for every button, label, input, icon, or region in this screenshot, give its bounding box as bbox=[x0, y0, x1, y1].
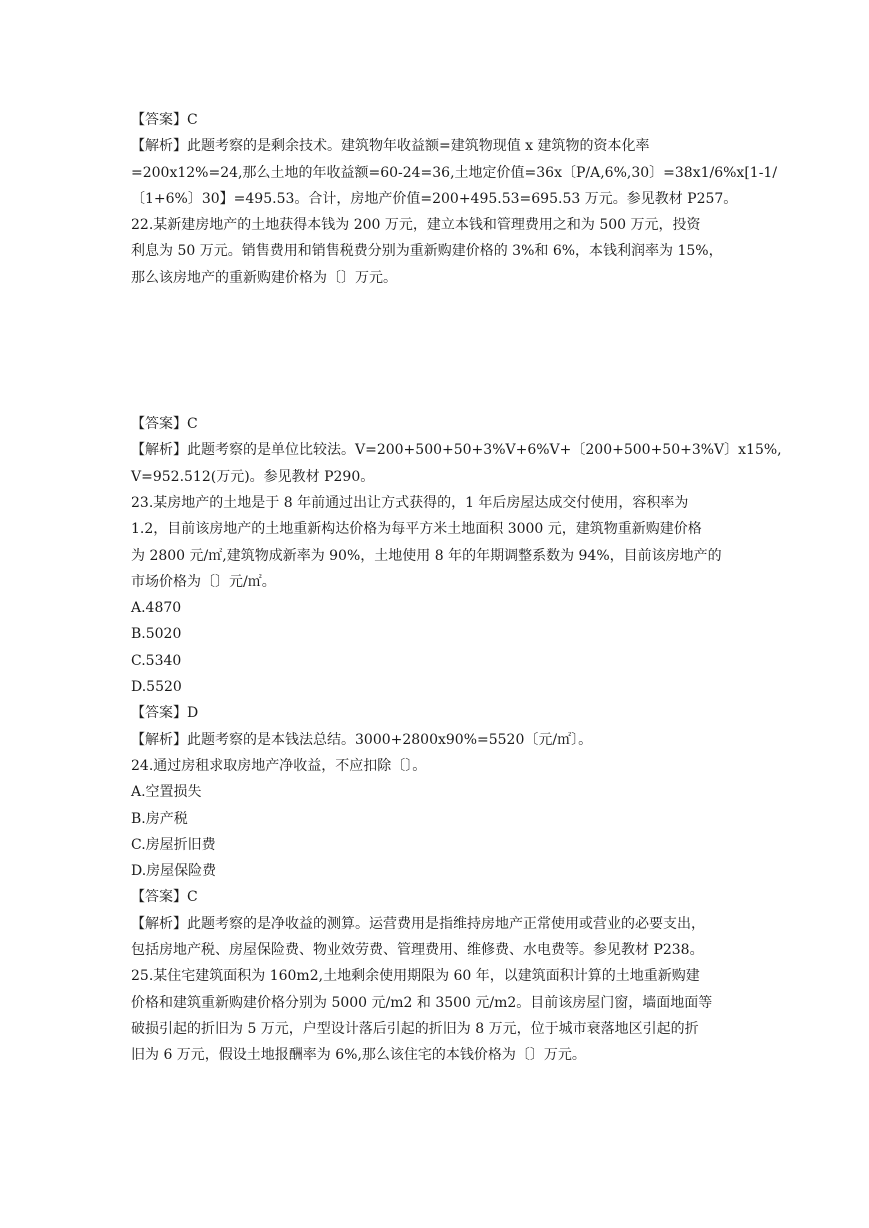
answer-line: 【答案】C bbox=[131, 416, 198, 433]
text-block-1 bbox=[131, 107, 778, 291]
question-line: 24.通过房租求取房地产净收益，不应扣除〔〕。 bbox=[131, 757, 427, 774]
question-line: 价格和建筑重新购建价格分别为 5000 元/m2 和 3500 元/m2。目前该房屋门窗，墙面地面等 bbox=[131, 994, 713, 1011]
option-line: D.房屋保险费 bbox=[131, 863, 217, 880]
question-line: 23.某房地产的土地是于 8 年前通过出让方式获得的，1 年后房屋达成交付使用，容积率为 bbox=[131, 494, 689, 511]
option-line: A.4870 bbox=[131, 600, 182, 617]
question-line: 为 2800 元/㎡,建筑物成新率为 90%，土地使用 8 年的年期调整系数为 94%，目前该房地产的 bbox=[131, 547, 722, 564]
analysis-line: 〔1+6%〕30】=495.53。合计，房地产价值=200+495.53=695.53 万元。参见教材 P257。 bbox=[131, 190, 738, 207]
analysis-line: 包括房地产税、房屋保险费、物业效劳费、管理费用、维修费、水电费等。参见教材 P238。 bbox=[131, 942, 704, 959]
option-line: A.空置损失 bbox=[131, 784, 202, 801]
question-line: 利息为 50 万元。销售费用和销售税费分别为重新购建价格的 3%和 6%，本钱利润率为 15%， bbox=[131, 243, 723, 260]
question-line: 22.某新建房地产的土地获得本钱为 200 万元，建立本钱和管理费用之和为 500 万元，投资 bbox=[131, 217, 701, 234]
question-line: 那么该房地产的重新购建价格为〔〕万元。 bbox=[131, 269, 397, 286]
option-line: C.房屋折旧费 bbox=[131, 836, 216, 853]
question-line: 市场价格为〔〕元/㎡。 bbox=[131, 573, 276, 590]
option-line: D.5520 bbox=[131, 679, 182, 696]
question-line: 1.2，目前该房地产的土地重新构达价格为每平方米土地面积 3000 元，建筑物重新购建价格 bbox=[131, 521, 702, 538]
option-line: B.5020 bbox=[131, 626, 182, 643]
document-page bbox=[131, 107, 782, 1069]
text-block-2 bbox=[131, 411, 782, 1068]
question-line: 25.某住宅建筑面积为 160m2,土地剩余使用期限为 60 年，以建筑面积计算的土地重新购建 bbox=[131, 968, 700, 985]
analysis-line: 【解析】此题考察的是净收益的测算。运营费用是指维持房地产正常使用或营业的必要支出， bbox=[131, 915, 705, 932]
analysis-line: =200x12%=24,那么土地的年收益额=60-24=36,土地定价值=36x〔P/A,6%,30〕=38x1/6%x[1-1/ bbox=[131, 164, 778, 181]
analysis-line: 【解析】此题考察的是本钱法总结。3000+2800x90%=5520〔元/㎡〕。 bbox=[131, 731, 593, 748]
question-line: 破损引起的折旧为 5 万元，户型设计落后引起的折旧为 8 万元，位于城市衰落地区引起的折 bbox=[131, 1020, 699, 1037]
option-line: C.5340 bbox=[131, 652, 182, 669]
answer-line: 【答案】C bbox=[131, 112, 198, 128]
analysis-line: 【解析】此题考察的是剩余技术。建筑物年收益额=建筑物现值 x 建筑物的资本化率 bbox=[131, 138, 650, 155]
answer-line: 【答案】C bbox=[131, 889, 198, 906]
option-line: B.房产税 bbox=[131, 810, 188, 827]
blank-space bbox=[131, 291, 743, 411]
answer-line: 【答案】D bbox=[131, 705, 199, 722]
analysis-line: V=952.512(万元)。参见教材 P290。 bbox=[131, 468, 375, 485]
question-line: 旧为 6 万元，假设土地报酬率为 6%,那么该住宅的本钱价格为〔〕万元。 bbox=[131, 1047, 586, 1064]
analysis-line: 【解析】此题考察的是单位比较法。V=200+500+50+3%V+6%V+〔200+500+50+3%V〕x15%, bbox=[131, 442, 782, 459]
